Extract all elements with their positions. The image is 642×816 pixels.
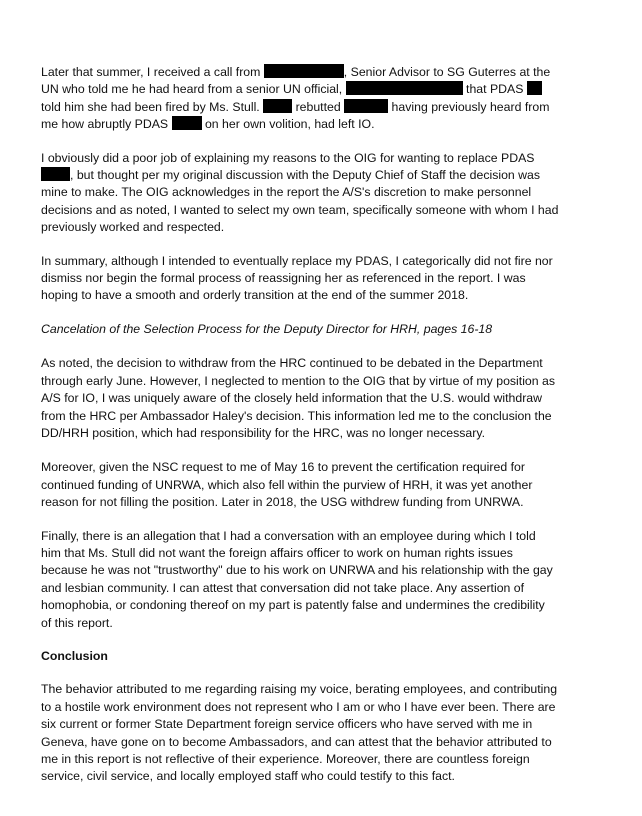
- redaction-block: [264, 64, 344, 78]
- text-run: UN who told me he had heard from a senior UN official,: [41, 82, 346, 97]
- redaction-block: [344, 99, 388, 113]
- heading-text: Cancelation of the Selection Process for the Deputy Director for HRH, pages 16-18: [41, 321, 493, 336]
- text-line: DD/HRH position, which had responsibility for the HRC, was no longer necessary.: [41, 425, 486, 440]
- redaction-block: [41, 167, 70, 181]
- text-line: him that Ms. Stull did not want the foreign affairs officer to work on human rights issues: [41, 545, 513, 560]
- text-line: Finally, there is an allegation that I had a conversation with an employee during which I told: [41, 528, 536, 543]
- paragraph-allegation: [41, 528, 598, 632]
- redaction-block: [346, 81, 463, 95]
- paragraph-conclusion: [41, 681, 598, 785]
- text-line: six current or former State Department foreign service officers who have served with me in: [41, 717, 533, 732]
- text-line: The behavior attributed to me regarding raising my voice, berating employees, and contributing: [41, 682, 558, 697]
- text-line: Moreover, given the NSC request to me of May 16 to prevent the certification required for: [41, 460, 525, 475]
- text-line: because he was not "trustworthy" due to his work on UNRWA and his relationship with the gay: [41, 563, 553, 578]
- text-run: rebutted: [292, 99, 345, 114]
- redaction-block: [172, 116, 202, 130]
- text-line: homophobia, or condoning thereof on my part is patently false and undermines the credibility: [41, 598, 545, 613]
- text-line: reason for not filling the position. Later in 2018, the USG withdrew funding from UNRWA.: [41, 495, 524, 510]
- heading-text: Conclusion: [41, 648, 108, 663]
- paragraph-unrwa: [41, 459, 598, 511]
- text-line: A/S for IO, I was uniquely aware of the closely held information that the U.S. would withdraw: [41, 391, 543, 406]
- text-line: I obviously did a poor job of explaining my reasons to the OIG for wanting to replace PDAS: [41, 150, 535, 165]
- paragraph-un-call: [41, 64, 598, 134]
- text-line: to a hostile work environment does not represent who I am or who I have ever been. There are: [41, 699, 556, 714]
- text-line: [41, 81, 598, 98]
- text-line: and lesbian community. I can attest that conversation did not take place. Any assertion of: [41, 580, 525, 595]
- paragraph-oig-explanation: [41, 150, 598, 237]
- text-line: decisions and as noted, I wanted to select my own team, specifically someone with whom I had: [41, 202, 559, 217]
- text-line: through early June. However, I neglected to mention to the OIG that by virtue of my position as: [41, 373, 556, 388]
- text-run: having previously heard from: [388, 99, 550, 114]
- text-line: [41, 116, 598, 133]
- text-run: , but thought per my original discussion with the Deputy Chief of Staff the decision was: [70, 168, 541, 183]
- paragraph-summary: [41, 253, 598, 305]
- text-run: told him she had been fired by Ms. Stull.: [41, 99, 264, 114]
- text-line: [41, 99, 598, 116]
- text-line: from the HRC per Ambassador Haley's decision. This information led me to the conclusion the: [41, 408, 552, 423]
- text-line: of this report.: [41, 615, 113, 630]
- text-line: previously worked and respected.: [41, 220, 225, 235]
- text-line: Geneva, have gone on to become Ambassadors, and can attest that the behavior attributed to: [41, 734, 552, 749]
- section-heading-cancelation: [41, 321, 598, 338]
- text-line: dismiss nor begin the formal process of reassigning her as referenced in the report. I was: [41, 271, 526, 286]
- paragraph-hrc-withdrawal: [41, 355, 598, 442]
- text-run: on her own volition, had left IO.: [201, 117, 375, 132]
- text-line: hoping to have a smooth and orderly transition at the end of the summer 2018.: [41, 288, 469, 303]
- section-heading-conclusion: [41, 648, 598, 665]
- text-line: As noted, the decision to withdraw from the HRC continued to be debated in the Department: [41, 356, 543, 371]
- text-run: , Senior Advisor to SG Guterres at the: [343, 65, 551, 79]
- text-run: me how abruptly PDAS: [41, 117, 172, 132]
- text-run: Later that summer, I received a call from: [41, 65, 264, 79]
- text-line: continued funding of UNRWA, which also fell within the purview of HRH, it was yet another: [41, 477, 533, 492]
- text-line: me in this report is not reflective of their experience. Moreover, there are countless foreign: [41, 752, 530, 766]
- text-run: that PDAS: [462, 82, 527, 97]
- redaction-block: [263, 99, 292, 113]
- text-line: mine to make. The OIG acknowledges in the report the A/S's discretion to make personnel: [41, 185, 532, 200]
- redaction-block: [527, 81, 542, 95]
- text-line: In summary, although I intended to eventually replace my PDAS, I categorically did not fire nor: [41, 253, 553, 268]
- text-line: [41, 167, 598, 184]
- text-line: [41, 64, 598, 81]
- text-line: service, civil service, and locally employed staff who could testify to this fact.: [41, 769, 455, 784]
